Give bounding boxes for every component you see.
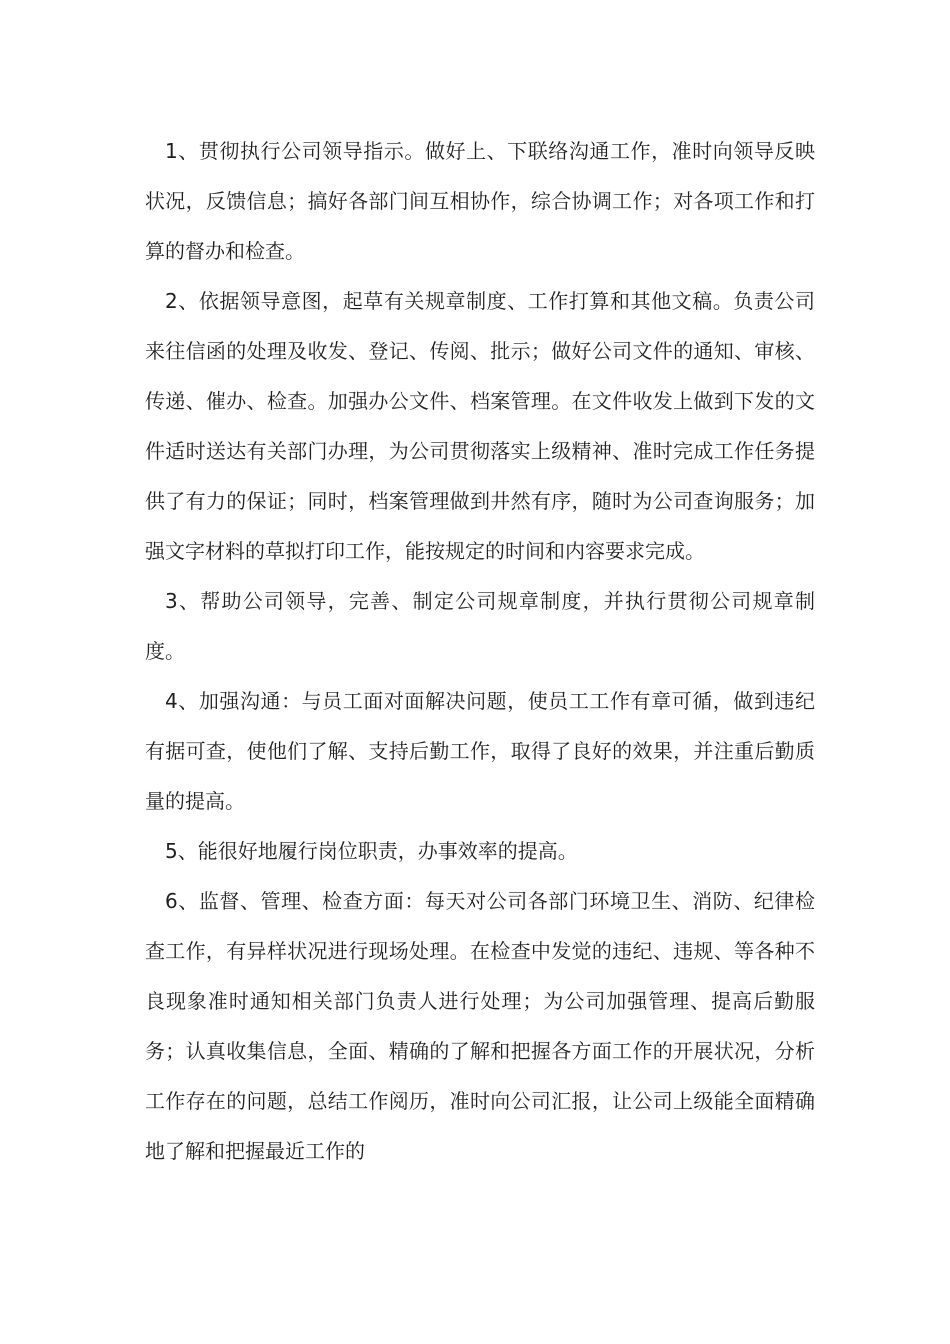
paragraph-4: 4、加强沟通：与员工面对面解决问题，使员工工作有章可循，做到违纪有据可查，使他们了解、支持后勤工作，取得了良好的效果，并注重后勤质量的提高。 bbox=[145, 689, 815, 813]
paragraph-3: 3、帮助公司领导，完善、制定公司规章制度，并执行贯彻公司规章制度。 bbox=[145, 589, 815, 663]
paragraph-6: 6、监督、管理、检查方面：每天对公司各部门环境卫生、消防、纪律检查工作，有异样状况进行现场处理。在检查中发觉的违纪、违规、等各种不良现象准时通知相关部门负责人进行处理；为公司加强管理、提高后勤服务；认真收集信息，全面、精确的了解和把握各方面工作的开展状况，分析工作存在的问题，总结工作阅历，准时向公司汇报，让公司上级能全面精确地了解和把握最近工作的 bbox=[145, 889, 815, 1163]
paragraph-1: 1、贯彻执行公司领导指示。做好上、下联络沟通工作，准时向领导反映状况，反馈信息；搞好各部门间互相协作，综合协调工作；对各项工作和打算的督办和检查。 bbox=[145, 139, 815, 263]
paragraph-5: 5、能很好地履行岗位职责，办事效率的提高。 bbox=[165, 839, 578, 863]
paragraph-2: 2、依据领导意图，起草有关规章制度、工作打算和其他文稿。负责公司来往信函的处理及收发、登记、传阅、批示；做好公司文件的通知、审核、传递、催办、检查。加强办公文件、档案管理。在文件收发上做到下发的文件适时送达有关部门办理，为公司贯彻落实上级精神、准时完成工作任务提供了有力的保证；同时，档案管理做到井然有序，随时为公司查询服务；加强文字材料的草拟打印工作，能按规定的时间和内容要求完成。 bbox=[145, 289, 815, 563]
document-body bbox=[145, 126, 815, 1176]
